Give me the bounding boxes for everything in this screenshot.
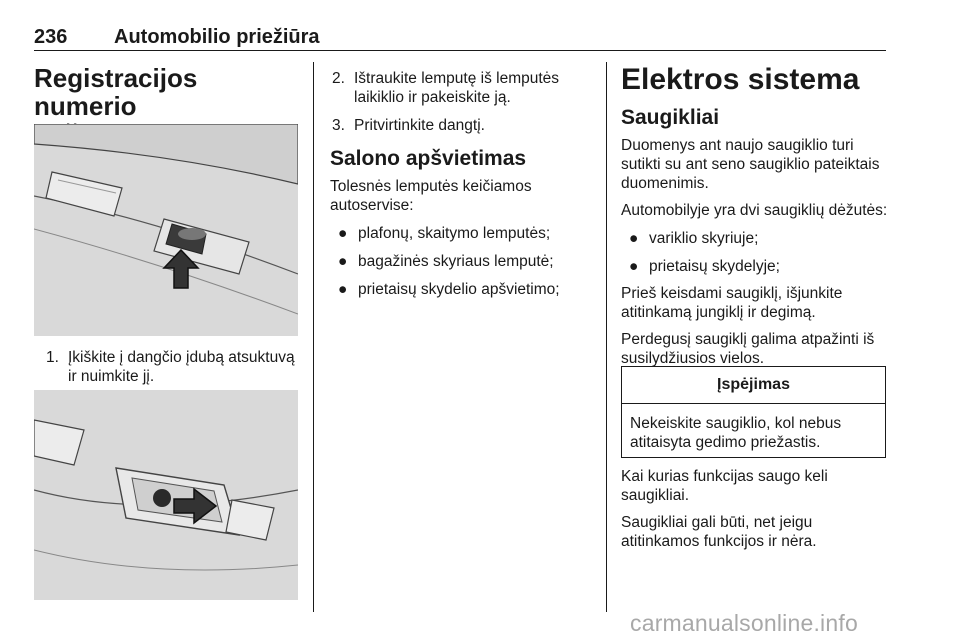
step-text: Pritvirtinkite dangtį. <box>354 117 485 134</box>
step-text: Ištraukite lemputę iš lemputės laikiklio ir pakeiskite ją. <box>354 70 560 106</box>
bullet-item <box>621 257 889 276</box>
step-list <box>46 348 300 386</box>
paragraph: Saugikliai gali būti, net jeigu atitinkamos funkcijos ir nėra. <box>621 514 817 550</box>
watermark: carmanualsonline.info <box>630 610 858 636</box>
step-text: Įkiškite į dangčio įdubą atsuktuvą ir nuimkite jį. <box>68 349 295 385</box>
column-divider <box>313 62 314 612</box>
bullet-text: prietaisų skydelio apšvietimo; <box>358 281 560 298</box>
step-number: 1. <box>46 349 59 366</box>
page-number: 236 <box>34 26 68 48</box>
section-title: Elektros sistema <box>621 63 860 96</box>
warning-box <box>621 366 886 458</box>
bullet-glyph: ● <box>338 225 348 242</box>
bullet-text: bagažinės skyriaus lemputė; <box>358 253 554 270</box>
bullet-glyph: ● <box>629 258 639 275</box>
bullet-glyph: ● <box>629 230 639 247</box>
figure-bulb-removal <box>34 390 298 600</box>
paragraph: Duomenys ant naujo saugiklio turi sutikti su ant seno saugiklio pateiktais duomenimis. <box>621 137 880 192</box>
arrow-up-icon <box>160 248 202 290</box>
paragraph: Tolesnės lemputės keičiamos autoservise: <box>330 178 532 214</box>
chapter-title: Automobilio priežiūra <box>114 26 320 48</box>
bullet-text: plafonų, skaitymo lemputės; <box>358 225 551 242</box>
bullet-text: prietaisų skydelyje; <box>649 258 780 275</box>
warning-text: Nekeiskite saugiklio, kol nebus atitaisyta gedimo priežastis. <box>630 415 842 451</box>
step-list <box>332 69 594 135</box>
arrow-right-icon <box>172 486 218 526</box>
figure-license-lamp-cover <box>34 124 298 336</box>
right-section-continued <box>621 467 887 551</box>
step-item <box>332 69 594 107</box>
bullet-text: variklio skyriuje; <box>649 230 759 247</box>
right-section <box>621 64 889 368</box>
page-header <box>34 24 886 51</box>
step-number: 3. <box>332 117 345 134</box>
bullet-glyph: ● <box>338 281 348 298</box>
step-item <box>46 348 300 386</box>
step-item <box>332 116 594 135</box>
paragraph: Kai kurias funkcijas saugo keli saugikliai. <box>621 468 828 504</box>
paragraph: Perdegusį saugiklį galima atpažinti iš susilydžiusios vielos. <box>621 331 875 367</box>
bullet-list <box>621 229 889 276</box>
step-number: 2. <box>332 70 345 87</box>
column-divider <box>606 62 607 612</box>
paragraph: Prieš keisdami saugiklį, išjunkite atitinkamą jungiklį ir degimą. <box>621 285 843 321</box>
bullet-glyph: ● <box>338 253 348 270</box>
paragraph: Automobilyje yra dvi saugiklių dėžutės: <box>621 202 888 219</box>
section-title-line: Registracijos numerio <box>34 63 198 121</box>
bullet-item <box>330 224 596 243</box>
subsection-title: Saugikliai <box>621 106 720 129</box>
middle-section <box>330 147 596 299</box>
warning-title: Įspėjimas <box>622 367 885 404</box>
bullet-list <box>330 224 596 299</box>
bullet-item <box>330 280 596 299</box>
bullet-item <box>330 252 596 271</box>
section-title: Salono apšvietimas <box>330 147 527 170</box>
bullet-item <box>621 229 889 248</box>
